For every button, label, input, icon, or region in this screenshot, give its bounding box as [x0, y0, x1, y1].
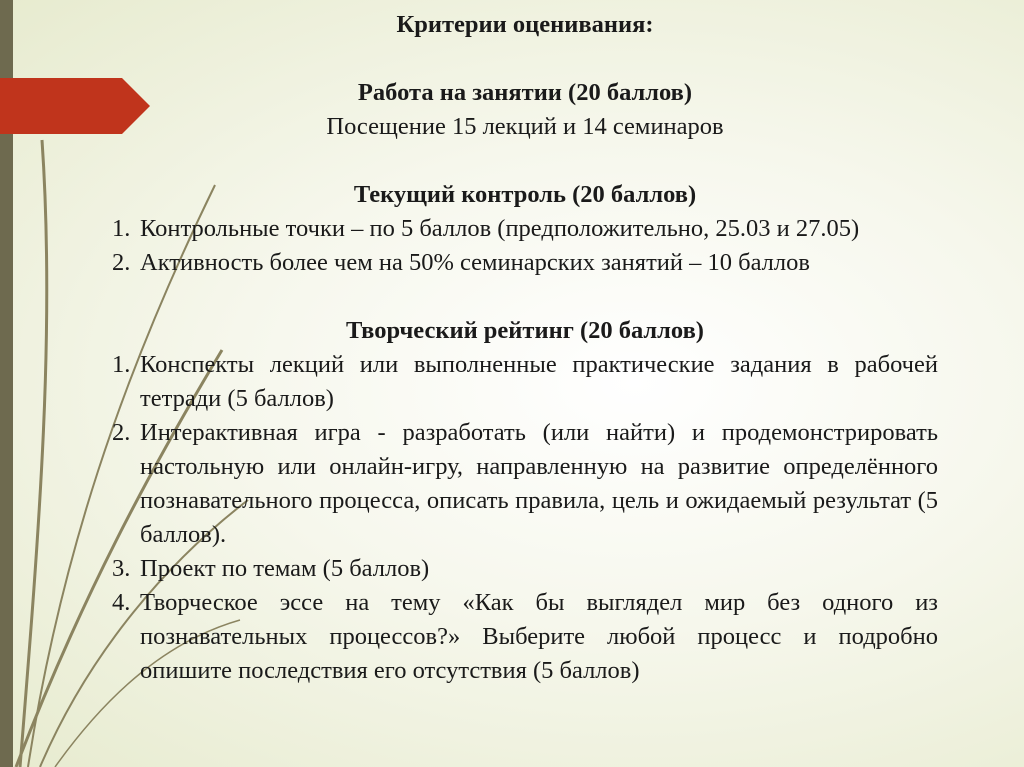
list-item [112, 212, 938, 246]
list-item-number: 4. [112, 589, 131, 616]
list-item [112, 246, 938, 280]
criteria-content [112, 8, 938, 688]
section-heading-class-work: Работа на занятии (20 баллов) [357, 79, 693, 106]
page-title: Критерии оценивания: [396, 11, 654, 38]
list-item-text: Конспекты лекций или выполненные практические задания в рабочей тетради (5 баллов) [140, 351, 938, 412]
list-item-number: 1. [112, 215, 131, 242]
list-item-text: Творческое эссе на тему «Как бы выглядел мир без одного из познавательных процессов?» Выберите любой процесс и подробно опишите последствия его отсутствия (5 баллов) [140, 589, 938, 684]
section-heading-creative-rating: Творческий рейтинг (20 баллов) [346, 317, 704, 344]
list-item [112, 552, 938, 586]
section-heading-current-control: Текущий контроль (20 баллов) [353, 181, 697, 208]
list-item-number: 2. [112, 419, 131, 446]
list-item [112, 416, 938, 552]
attendance-line: Посещение 15 лекций и 14 семинаров [326, 113, 724, 140]
list-item-text: Контрольные точки – по 5 баллов (предположительно, 25.03 и 27.05) [140, 215, 860, 242]
list-item-number: 1. [112, 351, 131, 378]
list-item [112, 348, 938, 416]
list-item-number: 2. [112, 249, 131, 276]
list-item [112, 586, 938, 688]
list-item-text: Интерактивная игра - разработать (или найти) и продемонстрировать настольную или онлайн-игру, направленную на развитие определённого познавательного процесса, описать правила, цель и ожидаемый результат (5 баллов). [140, 419, 938, 548]
list-item-number: 3. [112, 555, 131, 582]
list-item-text: Активность более чем на 50% семинарских занятий – 10 баллов [140, 249, 810, 276]
list-item-text: Проект по темам (5 баллов) [140, 555, 430, 582]
